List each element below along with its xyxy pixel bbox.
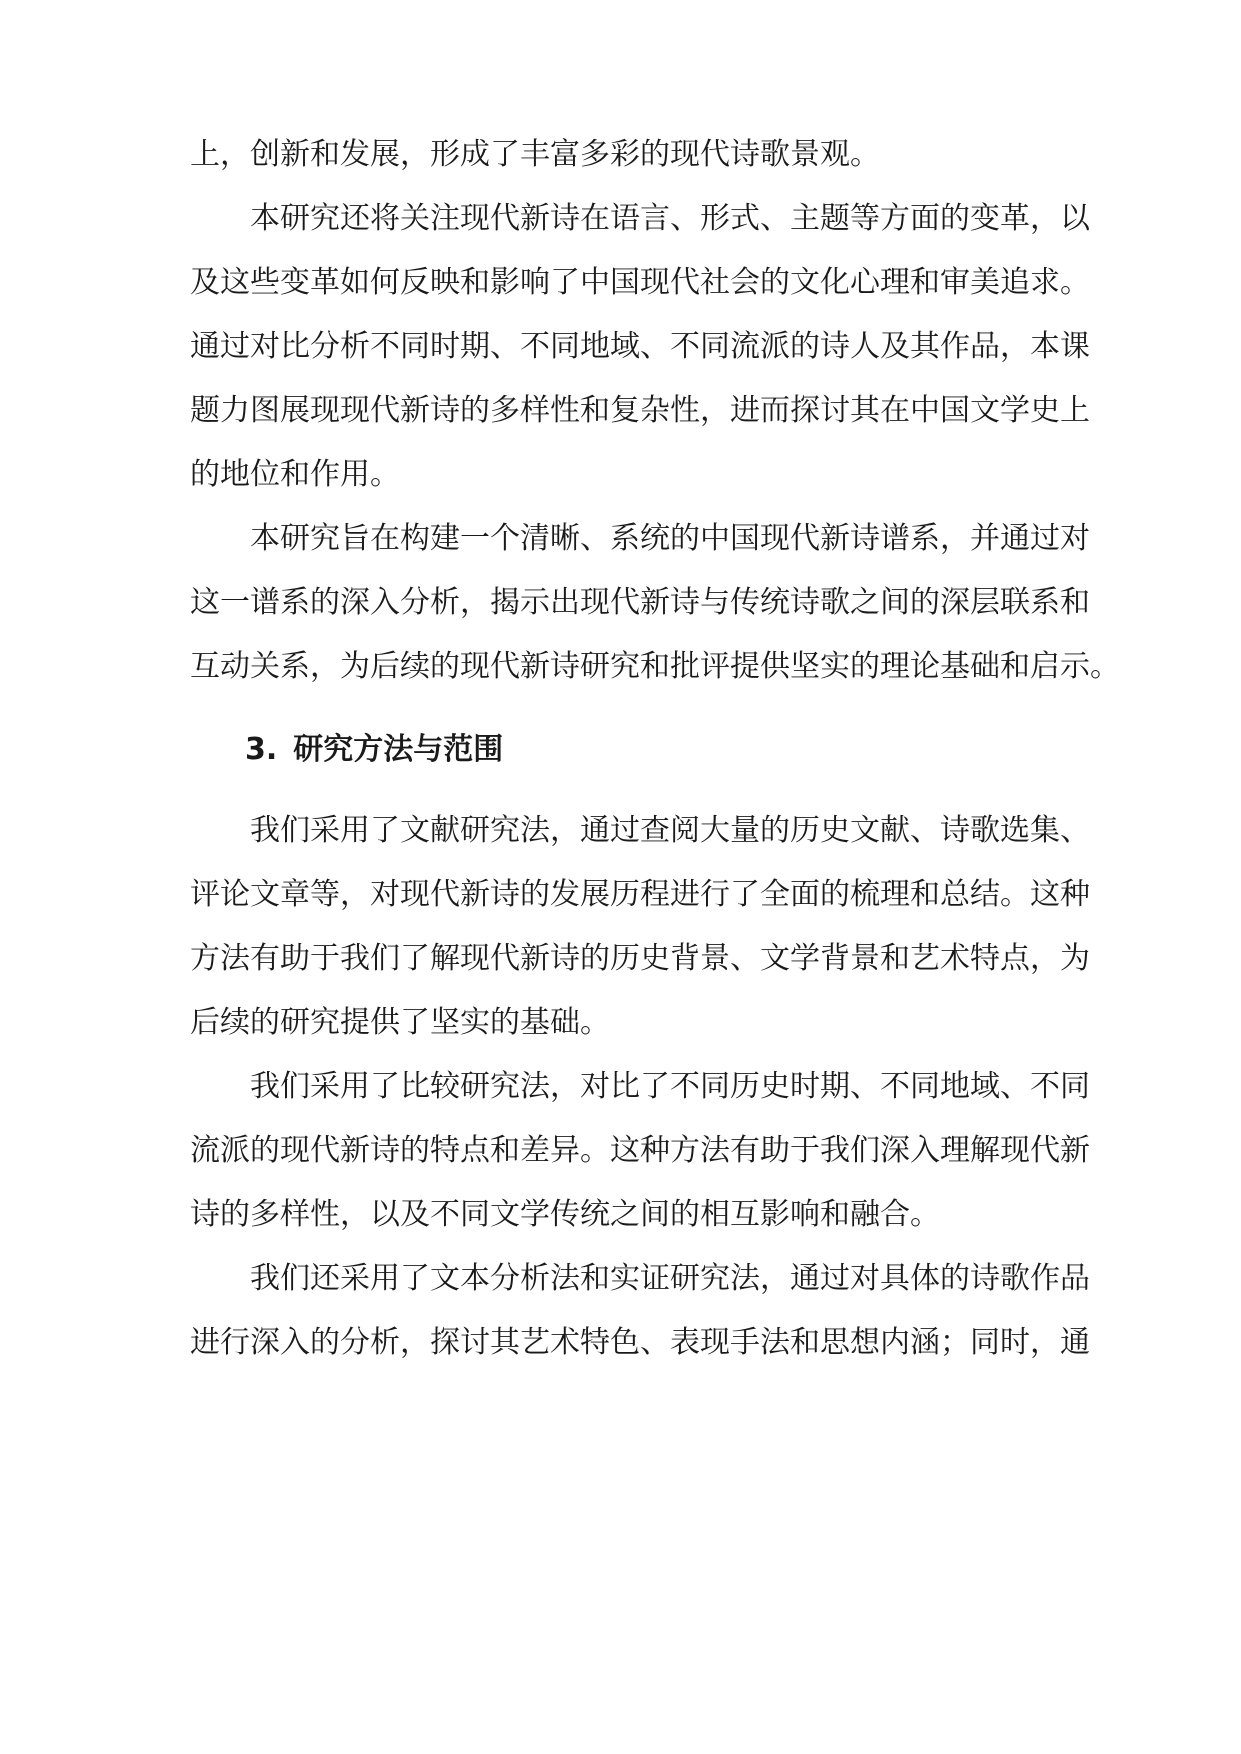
- paragraph-line: 这一谱系的深入分析，揭示出现代新诗与传统诗歌之间的深层联系和: [190, 585, 1090, 620]
- paragraph-line: 的地位和作用。: [190, 457, 400, 492]
- paragraph-line: 通过对比分析不同时期、不同地域、不同流派的诗人及其作品，本课: [190, 329, 1090, 364]
- section-heading: [245, 720, 503, 780]
- paragraph-line: 互动关系，为后续的现代新诗研究和批评提供坚实的理论基础和启示。: [190, 649, 1120, 684]
- paragraph-line: 我们采用了比较研究法，对比了不同历史时期、不同地域、不同: [250, 1069, 1090, 1104]
- paragraph-line: 进行深入的分析，探讨其艺术特色、表现手法和思想内涵；同时，通: [190, 1325, 1090, 1360]
- paragraph-line: 流派的现代新诗的特点和差异。这种方法有助于我们深入理解现代新: [190, 1133, 1090, 1168]
- paragraph-line: 方法有助于我们了解现代新诗的历史背景、文学背景和艺术特点，为: [190, 941, 1090, 976]
- paragraph-line: 后续的研究提供了坚实的基础。: [190, 1005, 610, 1040]
- paragraph-line: 评论文章等，对现代新诗的发展历程进行了全面的梳理和总结。这种: [190, 877, 1090, 912]
- paragraph-line: 本研究旨在构建一个清晰、系统的中国现代新诗谱系，并通过对: [250, 521, 1090, 556]
- section-title: 研究方法与范围: [293, 732, 504, 767]
- paragraph-line: 题力图展现现代新诗的多样性和复杂性，进而探讨其在中国文学史上: [190, 393, 1090, 428]
- section-number: 3.: [245, 732, 278, 767]
- paragraph-line: 我们还采用了文本分析法和实证研究法，通过对具体的诗歌作品: [250, 1261, 1090, 1296]
- paragraph-line: 诗的多样性，以及不同文学传统之间的相互影响和融合。: [190, 1197, 940, 1232]
- paragraph-line: 及这些变革如何反映和影响了中国现代社会的文化心理和审美追求。: [190, 265, 1090, 300]
- paragraph-line: 上，创新和发展，形成了丰富多彩的现代诗歌景观。: [190, 137, 880, 172]
- paragraph-line: 我们采用了文献研究法，通过查阅大量的历史文献、诗歌选集、: [250, 813, 1090, 848]
- paragraph-line: 本研究还将关注现代新诗在语言、形式、主题等方面的变革，以: [250, 201, 1090, 236]
